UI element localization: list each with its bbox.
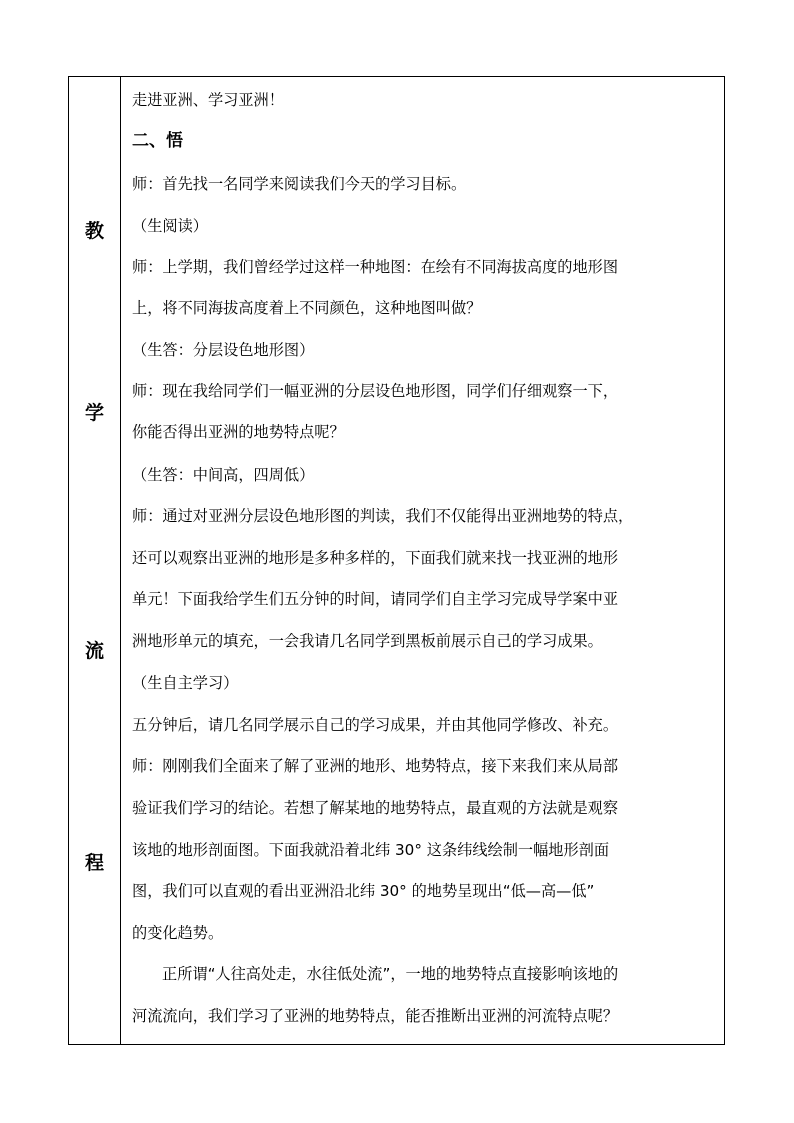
section-heading: 二、悟	[132, 131, 183, 151]
content-line: 师：现在我给同学们一幅亚洲的分层设色地形图，同学们仔细观察一下，	[132, 382, 618, 400]
content-line: 师：通过对亚洲分层设色地形图的判读，我们不仅能得出亚洲地势的特点，	[132, 507, 634, 525]
content-line: 图，我们可以直观的看出亚洲沿北纬 30° 的地势呈现出“低—高—低”	[132, 882, 595, 900]
content-line: 验证我们学习的结论。若想了解某地的地势特点，最直观的方法就是观察	[132, 799, 618, 817]
content-line: 的变化趋势。	[132, 924, 224, 942]
content-line: 还可以观察出亚洲的地形是多种多样的，下面我们就来找一找亚洲的地形	[132, 549, 618, 567]
content-line: 师：刚刚我们全面来了解了亚洲的地形、地势特点，接下来我们来从局部	[132, 757, 618, 775]
teaching-process-label-cell	[69, 77, 121, 1044]
label-char-liu: 流	[84, 640, 104, 662]
content-line: （生自主学习）	[132, 674, 239, 692]
content-line: 上，将不同海拔高度着上不同颜色，这种地图叫做？	[132, 299, 482, 317]
content-line: 师：上学期，我们曾经学过这样一种地图：在绘有不同海拔高度的地形图	[132, 258, 618, 276]
content-line: （生答：分层设色地形图）	[132, 341, 315, 359]
content-line: 你能否得出亚洲的地势特点呢？	[132, 423, 345, 441]
content-line: 洲地形单元的填充，一会我请几名同学到黑板前展示自己的学习成果。	[132, 632, 603, 650]
content-line: （生答：中间高，四周低）	[132, 466, 315, 484]
content-line: 五分钟后，请几名同学展示自己的学习成果，并由其他同学修改、补充。	[132, 716, 618, 734]
content-line: 河流流向，我们学习了亚洲的地势特点，能否推断出亚洲的河流特点呢？	[132, 1007, 618, 1025]
content-line: 师：首先找一名同学来阅读我们今天的学习目标。	[132, 175, 467, 193]
content-line: （生阅读）	[132, 217, 208, 235]
content-line: 单元！下面我给学生们五分钟的时间，请同学们自主学习完成导学案中亚	[132, 590, 618, 608]
content-line: 该地的地形剖面图。下面我就沿着北纬 30° 这条纬线绘制一幅地形剖面	[132, 841, 610, 859]
label-char-jiao: 教	[84, 220, 104, 242]
label-char-xue: 学	[84, 402, 104, 424]
lesson-table	[68, 76, 725, 1045]
content-line: 走进亚洲、学习亚洲！	[132, 91, 284, 109]
label-char-cheng: 程	[84, 852, 104, 874]
lesson-content-cell	[121, 77, 724, 1044]
content-line: 正所谓“人往高处走，水往低处流”，一地的地势特点直接影响该地的	[162, 965, 619, 983]
